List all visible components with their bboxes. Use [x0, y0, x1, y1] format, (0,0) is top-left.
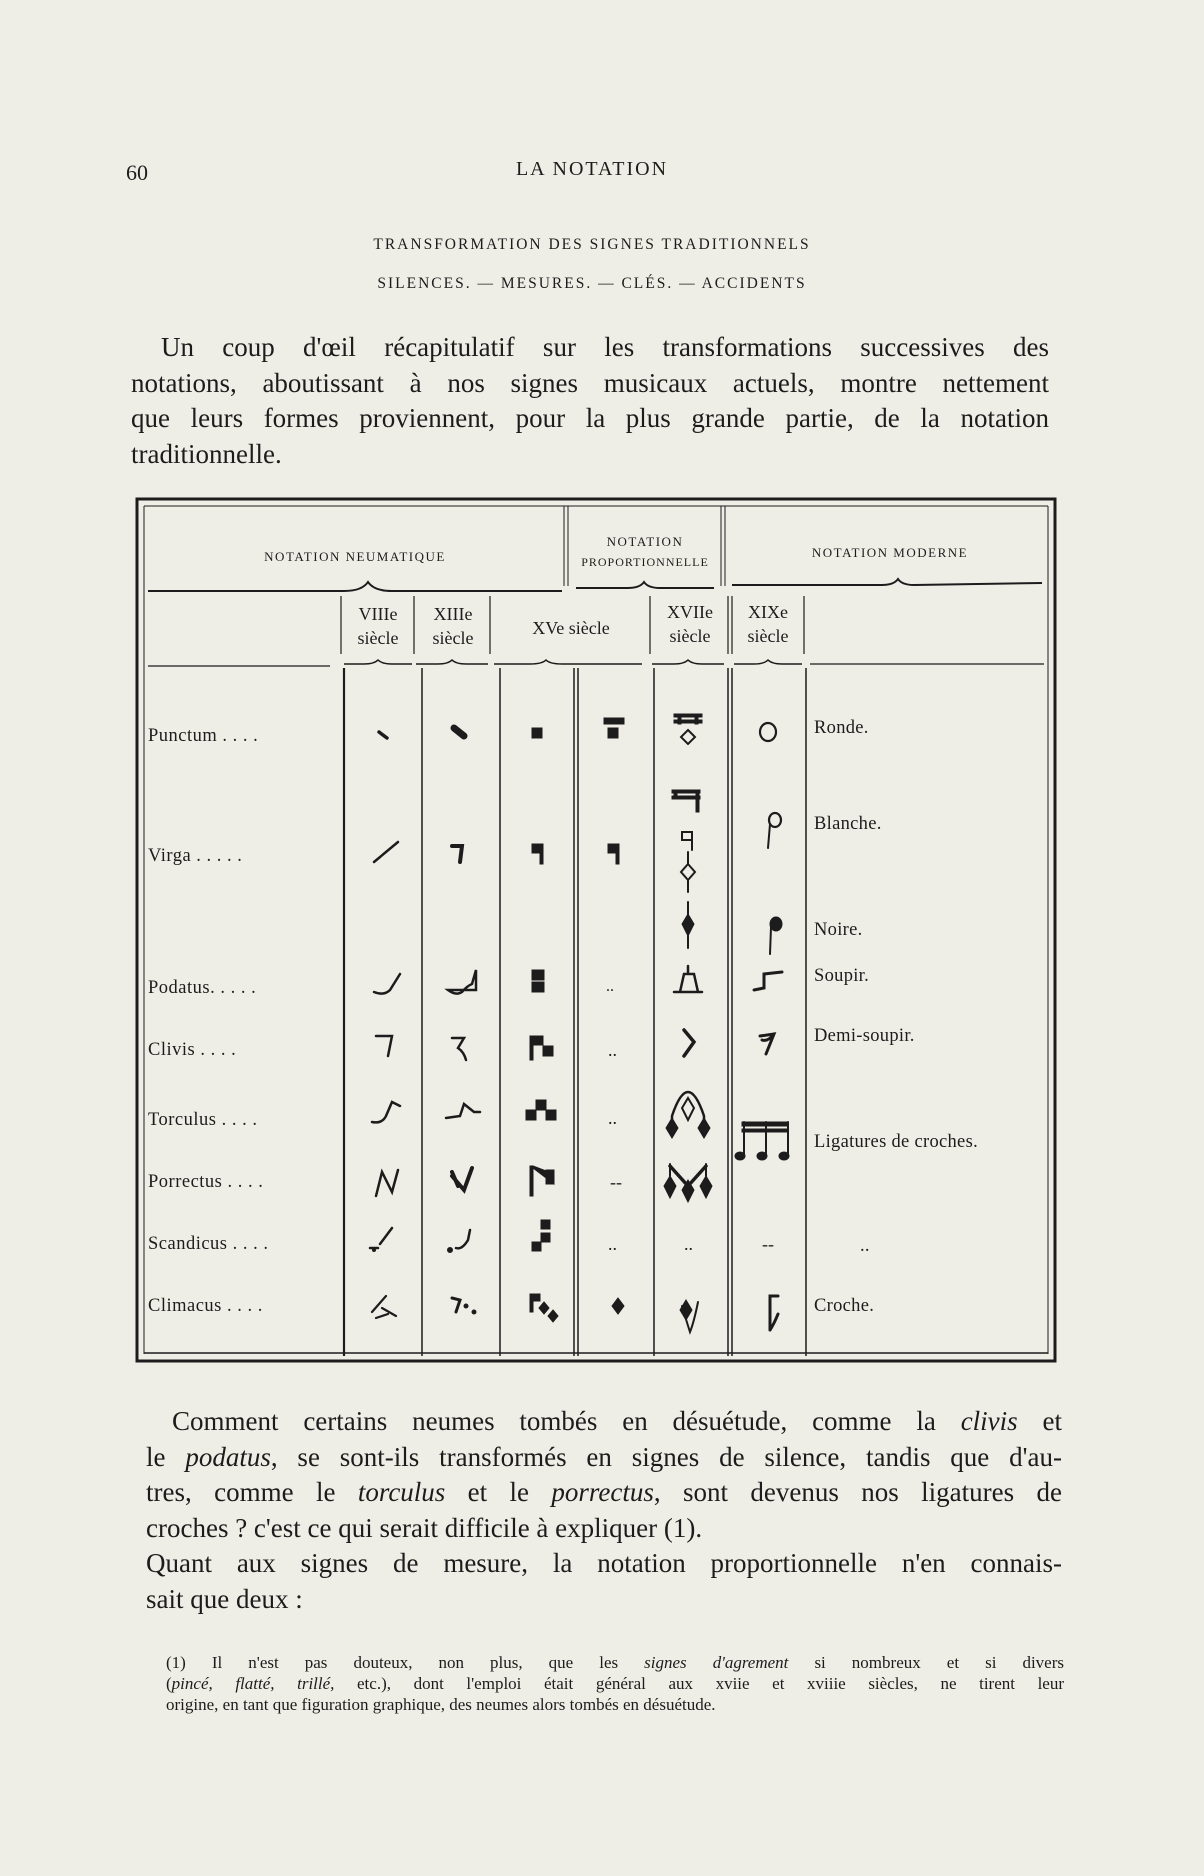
noire-19-glyph: [770, 917, 782, 954]
section-title-line2: SILENCES. — MESURES. — CLÉS. — ACCIDENTS: [377, 275, 807, 292]
row-label-podatus: Podatus. . . . .: [148, 978, 257, 998]
neume-glyphs: [134, 496, 1060, 1368]
col-head-13-line2: siècle: [432, 628, 474, 648]
p2-italic-podatus: podatus: [185, 1441, 271, 1472]
intro-line-4: traditionnelle.: [131, 438, 282, 469]
p2-line-2: [146, 1440, 1062, 1476]
p2-text: Comment certains neumes tombés en désuétude, comme la: [172, 1406, 961, 1436]
col-head-19-line2: siècle: [747, 626, 789, 646]
p2-text: et: [1017, 1406, 1062, 1436]
col-head-19-line1: XIXe: [748, 602, 788, 622]
col-head-15: XVe siècle: [532, 618, 610, 638]
row-label-clivis: Clivis . . . .: [148, 1040, 237, 1060]
modern-ronde: Ronde.: [814, 718, 869, 738]
footnote-line-1: [166, 1652, 1064, 1673]
torculus-13-glyph: [446, 1104, 480, 1118]
footnote-line-2: [166, 1673, 1064, 1694]
p2-text: , se sont-ils transformés en signes de silence, tandis que d'au-: [270, 1441, 1062, 1472]
p3-line-2: sait que deux :: [146, 1583, 303, 1614]
footnote-text: (1) Il n'est pas douteux, non plus, que les: [166, 1653, 645, 1672]
p2-line-3: [146, 1475, 1062, 1511]
row-label-virga: Virga . . . . .: [148, 846, 243, 866]
podatus-15-glyph: [532, 970, 544, 992]
p3-line-1: Quant aux signes de mesure, la notation proportionnelle n'en connais-: [146, 1548, 1062, 1578]
punctum-8-glyph: [379, 732, 387, 738]
virga-8-glyph: [374, 842, 398, 862]
virga-prop-glyph: [608, 844, 619, 864]
virga-13-glyph: [452, 846, 462, 862]
intro-paragraph: [131, 330, 1049, 472]
page-number: 60: [126, 160, 148, 185]
footnote-line-3: origine, en tant que figuration graphique, des neumes alors tombés en désuétude.: [166, 1695, 716, 1714]
punctum-17-glyph: [674, 714, 702, 744]
torculus-17-glyph: [666, 1092, 710, 1138]
p2-text: le: [146, 1441, 186, 1472]
punctum-13-glyph: [454, 728, 464, 736]
modern-croche: Croche.: [814, 1296, 875, 1316]
col-head-17-line1: XVIIe: [667, 602, 713, 622]
virga-15-glyph: [532, 844, 543, 864]
footnote: [166, 1652, 1064, 1715]
group-header-proportionnelle-2: PROPORTIONNELLE: [581, 555, 709, 569]
torculus-15-glyph: [526, 1100, 556, 1120]
scandicus-15-glyph: [532, 1220, 550, 1251]
porrectus-15-glyph: [530, 1166, 554, 1196]
modern-soupir: Soupir.: [814, 966, 870, 986]
prop-podatus-dots: ..: [606, 978, 614, 995]
notation-table: [134, 496, 1060, 1368]
clivis-17-glyph: [684, 1030, 694, 1056]
climacus-15-glyph: [530, 1294, 558, 1322]
modern-demi-soupir: Demi-soupir.: [814, 1026, 915, 1046]
intro-line-2: notations, aboutissant à nos signes musicaux actuels, montre nettement: [131, 367, 1049, 398]
scandicus-13-glyph: [448, 1230, 471, 1253]
clivis-8-glyph: [376, 1036, 392, 1056]
footnote-text: etc.), dont l'emploi était général aux xviie et xviiie siècles, ne tirent leur: [334, 1674, 1065, 1693]
p2-text: , sont devenus nos ligatures de: [653, 1477, 1062, 1507]
clivis-15-glyph: [530, 1036, 553, 1060]
p2-italic-torculus: torculus: [357, 1477, 446, 1507]
col-head-13-line1: XIIIe: [433, 604, 473, 624]
podatus-8-glyph: [374, 974, 400, 994]
section-title-line1: TRANSFORMATION DES SIGNES TRADITIONNELS: [373, 236, 811, 253]
podatus-19-glyph: [754, 972, 782, 990]
prop-clivis-dots: ..: [608, 1040, 617, 1060]
clivis-13-glyph: [452, 1038, 466, 1060]
p2-line-4: croches ? c'est ce qui serait difficile à expliquer (1).: [146, 1512, 703, 1543]
prop-porrectus-dash: --: [610, 1172, 622, 1192]
punctum-19-glyph: [760, 723, 776, 741]
group-header-moderne: NOTATION MODERNE: [811, 545, 969, 560]
croche-19-glyph: [770, 1296, 778, 1330]
intro-line-1: Un coup d'œil récapitulatif sur les transformations successives des: [161, 332, 1049, 362]
col-head-17-line2: siècle: [669, 626, 711, 646]
p2-line-1: [146, 1404, 1062, 1440]
footnote-italic: signes d'agrement: [644, 1653, 789, 1672]
podatus-13-glyph: [448, 970, 476, 994]
row-label-scandicus: Scandicus . . . .: [148, 1234, 269, 1254]
prop-torculus-dots: ..: [608, 1108, 617, 1128]
clivis-19-glyph: [760, 1034, 774, 1054]
running-title: LA NOTATION: [515, 158, 669, 180]
climacus-prop-glyph: [612, 1298, 624, 1314]
row-label-punctum: Punctum . . . .: [148, 726, 259, 746]
p2-text: et le: [445, 1477, 552, 1507]
row-label-torculus: Torculus . . . .: [148, 1110, 258, 1130]
c19-scandicus-dash: --: [762, 1234, 774, 1254]
porrectus-8-glyph: [376, 1170, 398, 1196]
row-label-porrectus: Porrectus . . . .: [148, 1172, 264, 1192]
group-header-proportionnelle-1: NOTATION: [606, 534, 684, 549]
p2-italic-porrectus: porrectus: [551, 1477, 654, 1507]
modern-ligatures: Ligatures de croches.: [814, 1132, 978, 1152]
climacus-17-glyph: [680, 1300, 698, 1332]
modern-scandicus-dots: ..: [860, 1236, 870, 1256]
prop-scandicus-dots: ..: [608, 1234, 617, 1254]
p2-text: tres, comme le: [146, 1477, 358, 1507]
col-head-8-line2: siècle: [357, 628, 399, 648]
footnote-text: si nombreux et si divers: [788, 1653, 1064, 1672]
footnote-text: (: [166, 1674, 172, 1693]
modern-noire: Noire.: [814, 920, 863, 940]
porrectus-13-glyph: [452, 1168, 472, 1190]
porrectus-17-glyph: [664, 1164, 712, 1202]
punctum-15-glyph: [532, 728, 542, 738]
scandicus-8-glyph: [370, 1228, 392, 1252]
climacus-13-glyph: [452, 1298, 476, 1314]
virga-17-glyph: [672, 790, 700, 892]
torculus-8-glyph: [372, 1102, 400, 1122]
ligature-19-glyph: [735, 1122, 789, 1160]
c17-scandicus-dots: ..: [684, 1234, 693, 1254]
paragraph-3: [146, 1546, 1062, 1617]
row-label-climacus: Climacus . . . .: [148, 1296, 263, 1316]
p2-italic-clivis: clivis: [960, 1406, 1018, 1436]
virga-19-glyph: [768, 813, 781, 848]
group-header-neumatique: NOTATION NEUMATIQUE: [264, 549, 446, 564]
climacus-8-glyph: [372, 1296, 396, 1318]
footnote-italic: pincé, flatté, trillé,: [171, 1674, 335, 1693]
modern-blanche: Blanche.: [814, 814, 882, 834]
intro-line-3: que leurs formes proviennent, pour la plus grande partie, de la notation: [131, 403, 1049, 433]
podatus-17-glyph: [674, 966, 702, 992]
col-head-8-line1: VIIIe: [358, 604, 398, 624]
noire-17-glyph: [682, 902, 694, 948]
paragraph-2: [146, 1404, 1062, 1546]
punctum-prop-glyph: [604, 718, 624, 738]
